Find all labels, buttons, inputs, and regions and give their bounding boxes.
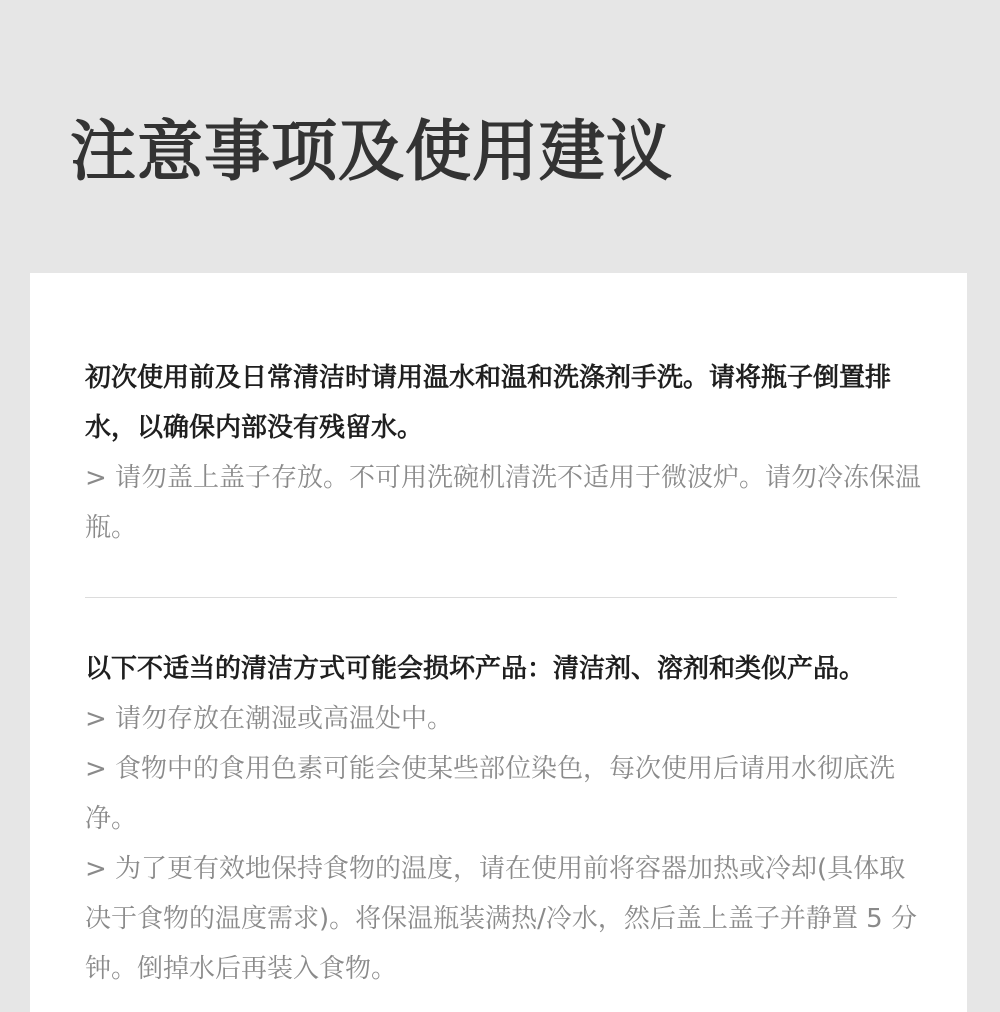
section-lead: 以下不适当的清洁方式可能会损坏产品：清洁剂、溶剂和类似产品。 — [85, 654, 866, 684]
care-section-warnings — [85, 644, 930, 994]
section-note: > 请勿盖上盖子存放。不可用洗碗机清洗不适用于微波炉。请勿冷冻保温瓶。 — [85, 463, 922, 543]
section-note: > 食物中的食用色素可能会使某些部位染色，每次使用后请用水彻底洗净。 — [85, 754, 896, 834]
section-note: > 为了更有效地保持食物的温度，请在使用前将容器加热或冷却(具体取决于食物的温度需求)。将保温瓶装满热/冷水，然后盖上盖子并静置 5 分钟。倒掉水后再装入食物。 — [85, 854, 917, 984]
section-divider — [85, 597, 897, 598]
content-card — [30, 273, 967, 1012]
care-section-cleaning — [85, 353, 930, 553]
section-lead: 初次使用前及日常清洁时请用温水和温和洗涤剂手洗。请将瓶子倒置排水，以确保内部没有残留水。 — [85, 363, 892, 443]
page-title: 注意事项及使用建议 — [70, 113, 673, 190]
section-note: > 请勿存放在潮湿或高温处中。 — [85, 704, 454, 734]
